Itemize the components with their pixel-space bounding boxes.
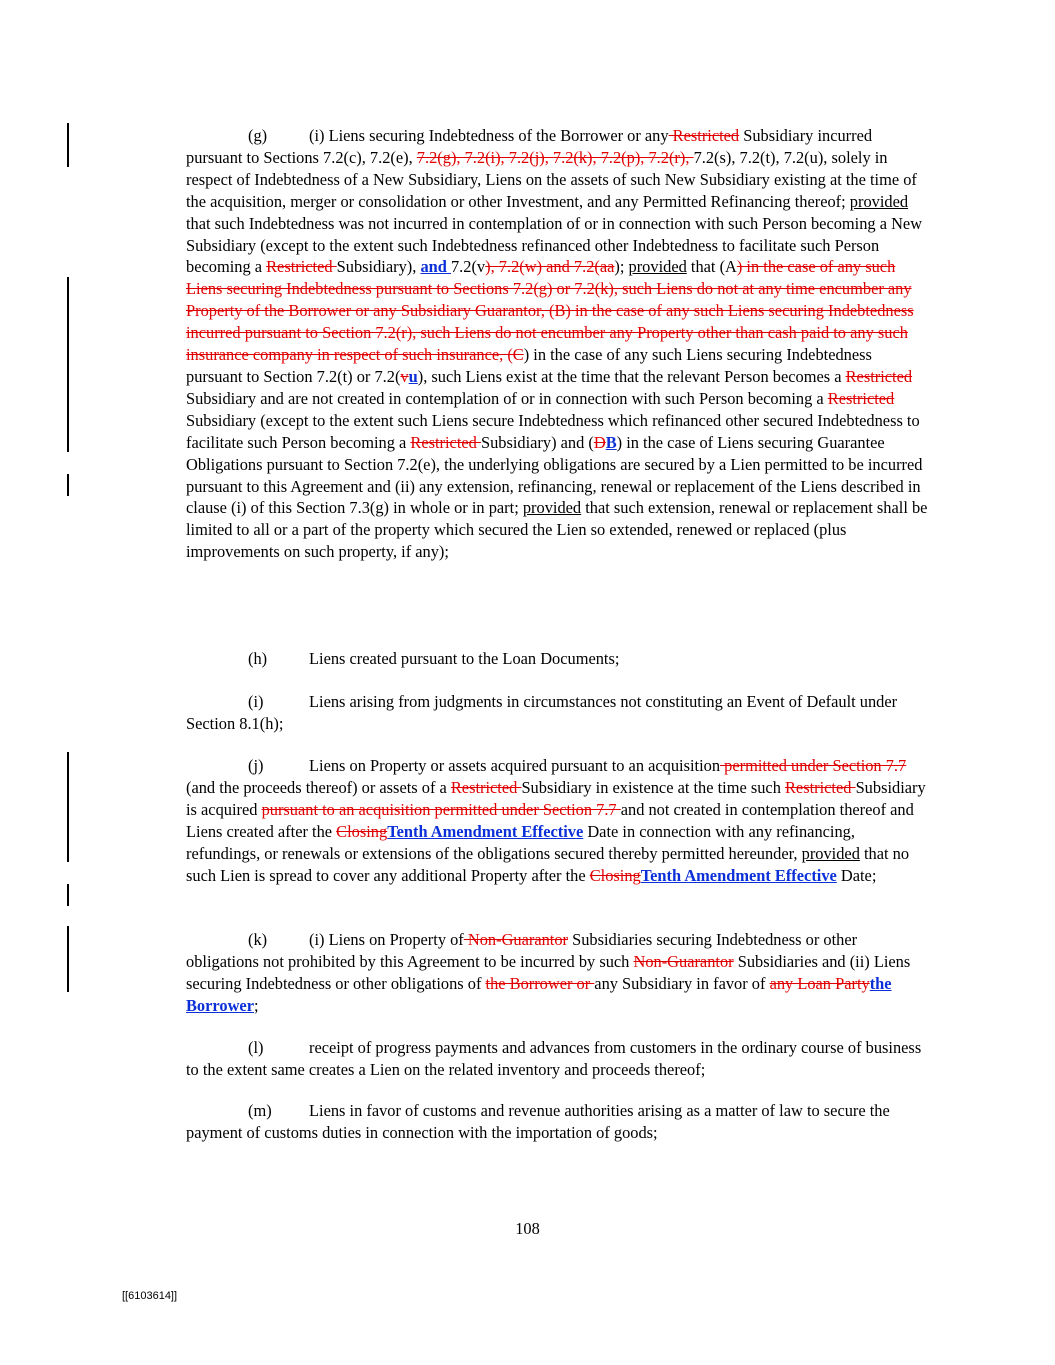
text-run: Date in connection with any refinancing, refundings, or renewals or extensions of the obligations secured thereby permitted hereunder, (186, 821, 855, 863)
text-run: Liens on Property or assets acquired pursuant to an acquisition (309, 756, 721, 775)
change-bar (67, 752, 69, 862)
change-bar (67, 123, 69, 167)
deleted-text: Restricted (668, 126, 740, 145)
text-run: Date; (836, 865, 877, 885)
text-run: ) in the case of any such Liens securing Indebtedness pursuant to Section 7.2(t) or 7.2( (186, 345, 872, 386)
paragraph-k (186, 929, 931, 1017)
deleted-text: ) in the case of any such Liens securing Indebtedness pursuant to Sections 7.2(g) or 7.2(k), such Liens do not at any time encumber any Property of the Borrower or any Subsidiary Guarantor, (B) in the case of any such Liens securing Indebtedness incurred pursuant to Section 7.2(r), such Liens do not encumber any Property other than cash paid to any such insurance company in respect of such insurance, (C (186, 257, 914, 365)
text-run: ) in the case of Liens securing Guarantee Obligations pursuant to Section 7.2(e), the underlying obligations are secured by a Lien permitted to be incurred pursuant to this Agreement and (ii) any extension, refinancing, renewal or replacement of the Liens described in clause (i) of this Section 7.3(g) in whole or in part; (186, 432, 923, 518)
clause-label: (h) (248, 649, 268, 668)
underlined-term: provided (628, 257, 687, 277)
paragraph-g (186, 125, 931, 563)
document-id: [[6103614]] (122, 1290, 178, 1302)
deleted-text: permitted under Section 7.7 (720, 756, 907, 775)
text-run: ); (614, 257, 629, 277)
inserted-text: Tenth Amendment Effective (640, 865, 837, 885)
text-run: Subsidiary (except to the extent such Liens secure Indebtedness which refinanced other secured Indebtedness to facilitate such Person becoming a (186, 410, 920, 452)
inserted-text: and (420, 257, 451, 277)
text-run: that (A (686, 257, 737, 277)
deleted-text: 7.2(g), 7.2(i), 7.2(j), 7.2(k), 7.2(p), 7.2(r), (416, 147, 694, 167)
change-bar (67, 926, 69, 992)
underlined-term: provided (522, 498, 582, 518)
change-bar (67, 884, 69, 906)
deleted-text: ), 7.2(w) and 7.2(aa (485, 257, 615, 277)
clause-label: (g) (248, 126, 268, 145)
deleted-text: Restricted (410, 432, 481, 452)
paragraph-j (186, 755, 931, 886)
text-run: Subsidiary) and ( (480, 432, 594, 452)
deleted-text: v (400, 366, 409, 386)
inserted-text: B (605, 432, 617, 452)
paragraph-m (186, 1100, 931, 1144)
text-run: 7.2(v (450, 257, 486, 277)
text-run: Subsidiary), (336, 257, 421, 277)
underlined-term: provided (849, 191, 909, 211)
text-run: Subsidiaries securing Indebtedness or other obligations not prohibited by this Agreement to be incurred by such (186, 930, 858, 971)
text-run: Liens in favor of customs and revenue authorities arising as a matter of law to secure the payment of customs duties in connection with the importation of goods; (186, 1101, 890, 1142)
text-run: that such Indebtedness was not incurred in contemplation of or in connection with such Person becoming a New Subsidiary (except to the extent such Indebtedness refinanced other Indebtedness to facilitate such Person becoming a (186, 213, 923, 277)
deleted-text: Non-Guarantor (463, 930, 569, 949)
text-run: (and the proceeds thereof) or assets of a (186, 777, 451, 797)
text-run: receipt of progress payments and advances from customers in the ordinary course of business to the extent same creates a Lien on the related inventory and proceeds thereof; (186, 1038, 922, 1079)
clause-label: (k) (248, 930, 268, 949)
deleted-text: Restricted (266, 257, 337, 277)
deleted-text: Non-Guarantor (633, 951, 734, 971)
change-bar (67, 277, 69, 452)
deleted-text: Restricted (450, 777, 522, 797)
paragraph-i (186, 691, 931, 735)
deleted-text: Closing (589, 865, 641, 885)
deleted-text: Closing (336, 821, 388, 841)
text-run: Subsidiary is acquired (186, 777, 926, 819)
clause-label: (l) (248, 1038, 264, 1057)
text-run: Subsidiary in existence at the time such (521, 777, 785, 797)
deleted-text: D (593, 432, 606, 452)
text-run: Subsidiary incurred pursuant to Sections 7.2(c), 7.2(e), (186, 126, 873, 167)
paragraph-l (186, 1037, 931, 1081)
page-number: 108 (515, 1219, 540, 1238)
underlined-term: provided (801, 843, 860, 863)
text-run: and not created in contemplation thereof and Liens created after the (186, 799, 914, 841)
inserted-text: the Borrower (186, 973, 892, 1015)
text-run: Liens created pursuant to the Loan Documents; (309, 649, 620, 668)
paragraph-h (186, 648, 931, 670)
text-run: that such extension, renewal or replacement shall be limited to all or a part of the property which secured the Lien so extended, renewed or replaced (plus improvements on such property, if any); (186, 498, 928, 562)
text-run: (i) Liens securing Indebtedness of the Borrower or any (309, 126, 669, 145)
deleted-text: any Loan Party (769, 973, 870, 993)
text-run: any Subsidiary in favor of (594, 973, 770, 993)
deleted-text: pursuant to an acquisition permitted under Section 7.7 (261, 799, 621, 819)
text-run: Subsidiaries and (ii) Liens securing Indebtedness or other obligations of (186, 951, 911, 993)
change-bar (67, 474, 69, 496)
text-run: (i) Liens on Property of (309, 930, 464, 949)
inserted-text: Tenth Amendment Effective (387, 821, 584, 841)
deleted-text: the Borrower or (485, 973, 595, 993)
text-run: ), such Liens exist at the time that the relevant Person becomes a (417, 366, 846, 386)
deleted-text: Restricted (827, 388, 895, 408)
text-run: ; (253, 995, 259, 1015)
clause-label: (i) (248, 692, 264, 711)
inserted-text: u (408, 366, 418, 386)
deleted-text: Restricted (785, 777, 856, 797)
text-run: 7.2(s), 7.2(t), 7.2(u), solely in respect of Indebtedness of a New Subsidiary, Liens on the assets of such New Subsidiary existing at the time of the acquisition, merger or consolidation or other Investment, and any Permitted Refinancing thereof; (186, 147, 917, 211)
clause-label: (m) (248, 1101, 272, 1120)
deleted-text: Restricted (845, 366, 913, 386)
text-run: Liens arising from judgments in circumstances not constituting an Event of Default under Section 8.1(h); (186, 692, 898, 733)
text-run: that no such Lien is spread to cover any additional Property after the (186, 843, 910, 885)
text-run: Subsidiary and are not created in contemplation of or in connection with such Person becoming a (186, 388, 828, 408)
clause-label: (j) (248, 756, 264, 775)
